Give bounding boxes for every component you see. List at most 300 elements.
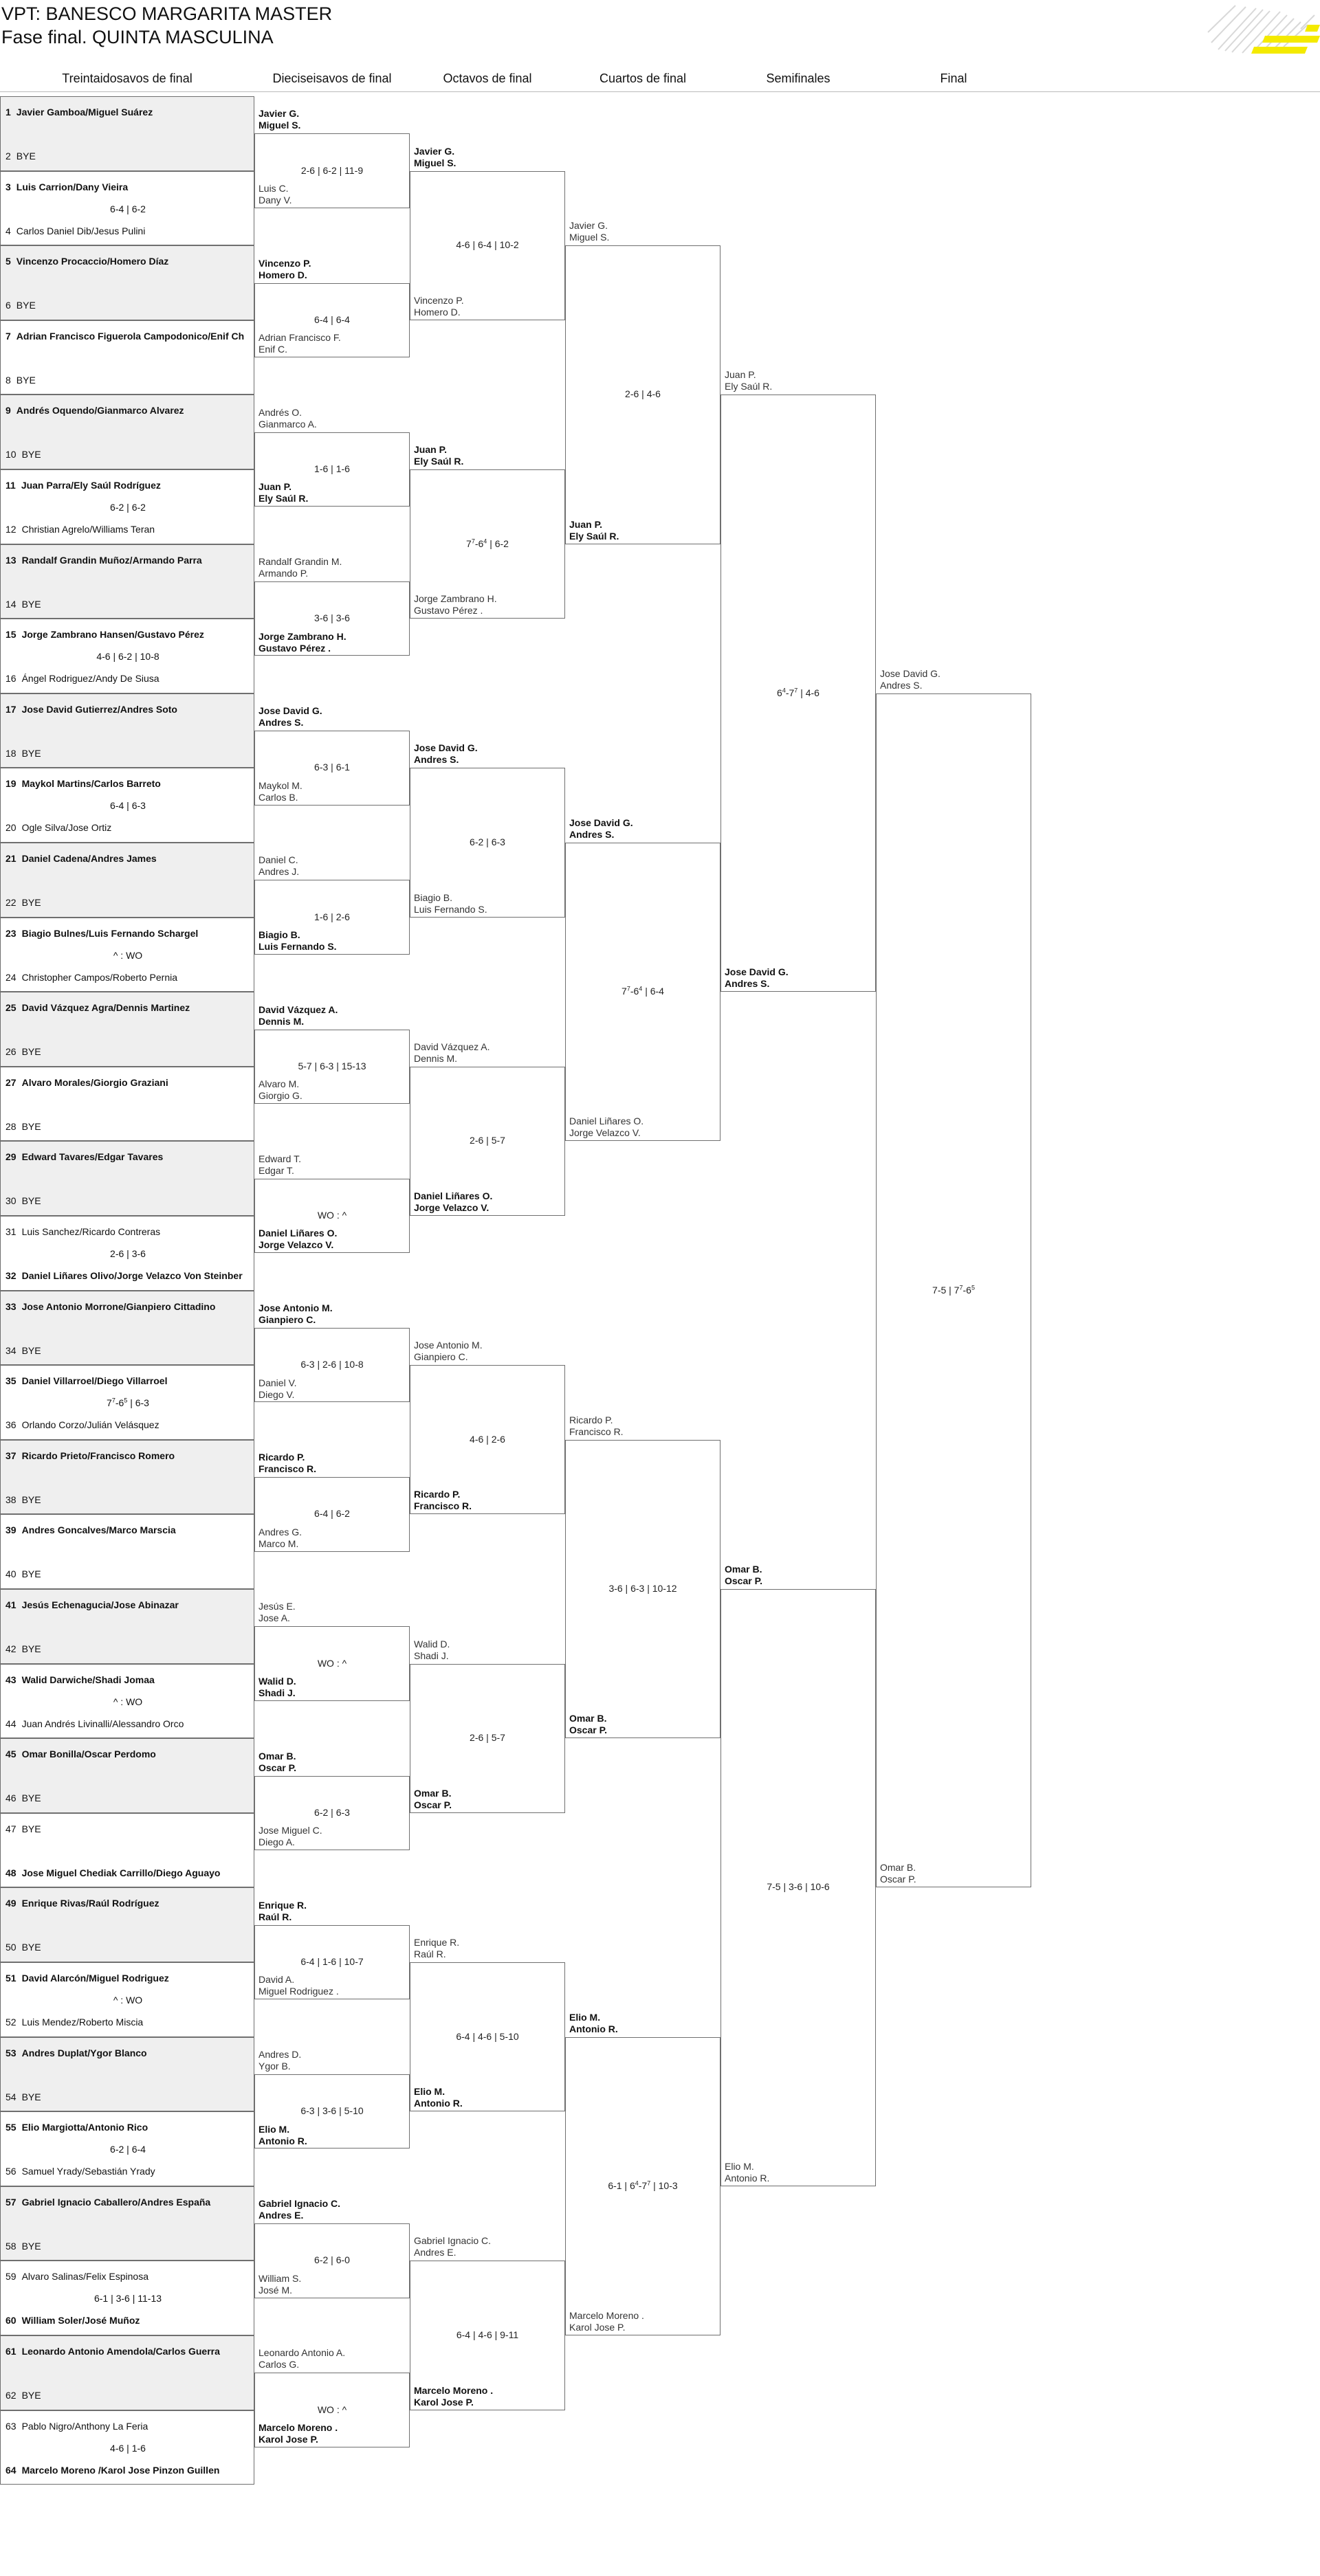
player-1: William S. [258, 2272, 302, 2284]
team-top-name[interactable] [258, 854, 299, 878]
match-score: 6-4 | 6-2 [110, 203, 146, 214]
player-2: Ely Saúl R. [725, 381, 773, 392]
team-name: BYE [21, 1046, 41, 1058]
player-1: Daniel C. [258, 854, 298, 866]
seed-number: 54 [6, 2091, 16, 2102]
match-score: 7-5 | 3-6 | 10-6 [767, 1881, 830, 1893]
team-bottom-name[interactable] [258, 481, 308, 504]
team-name: Ángel Rodriguez/Andy De Siusa [21, 673, 160, 685]
team-top-name[interactable] [258, 1751, 296, 1774]
seed-number: 48 [6, 1867, 16, 1878]
seed-number: 53 [6, 2047, 16, 2058]
team-name: Christian Agrelo/Williams Teran [21, 524, 155, 535]
team-name: BYE [21, 1568, 41, 1580]
team-bottom-name[interactable] [258, 2124, 307, 2147]
team-top-name[interactable] [414, 444, 463, 467]
team-bottom-name[interactable] [258, 1228, 337, 1251]
team-bottom-name[interactable] [258, 332, 341, 355]
match-score: 6-4 | 1-6 | 10-7 [300, 1956, 364, 1967]
player-1: Enrique R. [414, 1937, 460, 1948]
seed-number: 22 [6, 897, 16, 908]
team-bottom-name[interactable] [725, 2161, 769, 2184]
team-top-name[interactable] [414, 1937, 459, 1960]
seed-number: 15 [6, 629, 16, 641]
match-score: 7-5 | $7^7-6^5$ [932, 1283, 975, 1296]
player-2: Ely Saúl R. [258, 493, 309, 504]
team-top-name[interactable] [258, 1004, 338, 1028]
team-top-name[interactable] [258, 705, 322, 729]
team-name: BYE [21, 2390, 41, 2401]
player-1: Juan P. [725, 369, 756, 381]
match-score: 2-6 | 5-7 [470, 1135, 505, 1146]
team-top-name[interactable] [258, 108, 300, 131]
player-1: Juan P. [258, 481, 292, 493]
player-1: Jose Miguel C. [258, 1825, 322, 1836]
team-top-name[interactable] [414, 1041, 490, 1065]
team-top-name[interactable] [258, 407, 317, 430]
player-2: Francisco R. [258, 1463, 317, 1475]
team-name: Ricardo Prieto/Francisco Romero [21, 1450, 175, 1461]
team-name: Orlando Corzo/Julián Velásquez [21, 1419, 160, 1431]
seed-number: 2 [6, 151, 11, 162]
match-score: 2-6 | 6-2 | 11-9 [300, 164, 364, 176]
team-name: William Soler/José Muñoz [21, 2315, 140, 2327]
team-bottom-name[interactable] [414, 892, 487, 915]
team-name: BYE [21, 1942, 41, 1953]
column-header-quarterfinals: Cuartos de final [599, 71, 687, 85]
player-1: Maykol M. [258, 779, 302, 791]
player-2: Enif C. [258, 344, 288, 355]
match-score: $6^4-7^7$ | 4-6 [777, 687, 820, 698]
player-2: Dany V. [258, 194, 292, 206]
player-2: Ely Saúl R. [569, 530, 619, 542]
match-score: 1-6 | 1-6 [314, 463, 350, 474]
team-name: Andres Goncalves/Marco Marscia [21, 1524, 176, 1536]
team-bottom-name[interactable] [258, 929, 337, 953]
team-bottom-name[interactable] [258, 631, 346, 654]
player-2: Marco M. [258, 1537, 299, 1549]
match-score: 6-3 | 3-6 | 5-10 [300, 2105, 364, 2117]
player-2: Shadi J. [258, 1687, 296, 1698]
team-name: BYE [16, 151, 36, 162]
team-bottom-name[interactable] [258, 2422, 338, 2445]
team-name: Marcelo Moreno /Karol Jose Pinzon Guillen [21, 2464, 220, 2476]
match-score: $7^7-6^5$ | 6-3 [107, 1397, 149, 1409]
team-top-name[interactable] [569, 2012, 618, 2035]
seed-number: 40 [6, 1568, 16, 1580]
team-name: Edward Tavares/Edgar Tavares [21, 1151, 164, 1163]
player-2: Andres E. [258, 2210, 304, 2221]
team-top-name[interactable] [258, 2347, 345, 2370]
team-bottom-name[interactable] [414, 1788, 452, 1811]
seed-number: 57 [6, 2196, 16, 2208]
seed-number: 32 [6, 1270, 16, 1281]
seed-number: 30 [6, 1195, 16, 1207]
team-name: Luis Mendez/Roberto Miscia [21, 2017, 144, 2028]
player-1: Juan P. [414, 444, 447, 455]
team-top-name[interactable] [880, 668, 940, 691]
seed-number: 41 [6, 1599, 16, 1610]
seed-number: 1 [6, 107, 11, 118]
match-score: 2-6 | 4-6 [625, 388, 661, 400]
match-score: 4-6 | 6-4 | 10-2 [456, 239, 519, 251]
seed-number: 9 [6, 405, 11, 417]
seed-number: 16 [6, 673, 16, 685]
seed-number: 19 [6, 778, 16, 790]
seed-number: 23 [6, 927, 16, 939]
seed-number: 3 [6, 181, 11, 192]
match-score: 3-6 | 3-6 [314, 612, 350, 624]
seed-number: 38 [6, 1494, 16, 1505]
player-2: Miguel Rodriguez . [258, 1986, 339, 1997]
seed-number: 39 [6, 1524, 16, 1536]
team-bottom-name[interactable] [414, 295, 464, 318]
player-2: Homero D. [258, 269, 307, 280]
page-subtitle: Fase final. QUINTA MASCULINA [1, 27, 274, 47]
player-2: Jorge Velazco V. [569, 1127, 641, 1139]
seed-number: 18 [6, 747, 16, 759]
team-name: BYE [21, 897, 41, 908]
team-top-name[interactable] [258, 2049, 301, 2072]
team-bottom-name[interactable] [414, 593, 497, 617]
player-2: Andres S. [569, 829, 615, 840]
match-score: WO : ^ [317, 1210, 347, 1221]
team-bottom-name[interactable] [414, 1190, 492, 1214]
player-1: Andres G. [258, 1526, 302, 1537]
player-1: Jorge Zambrano H. [414, 593, 497, 605]
player-2: Ygor B. [258, 2060, 291, 2072]
player-1: Daniel V. [258, 1377, 297, 1388]
player-1: Daniel Liñares O. [258, 1228, 338, 1239]
player-1: Jose Antonio M. [414, 1340, 483, 1351]
player-2: Carlos B. [258, 791, 298, 803]
player-2: Karol Jose P. [258, 2433, 318, 2445]
team-top-name[interactable] [414, 742, 478, 766]
team-name: Daniel Villarroel/Diego Villarroel [21, 1375, 168, 1387]
player-2: Shadi J. [414, 1650, 449, 1661]
match-score: 6-1 | 3-6 | 11-13 [94, 2293, 162, 2305]
match-score: 3-6 | 6-3 | 10-12 [608, 1583, 677, 1594]
team-name: BYE [16, 300, 36, 311]
team-name: Jesús Echenagucia/Jose Abinazar [21, 1599, 179, 1610]
team-name: Randalf Grandin Muñoz/Armando Parra [21, 554, 202, 566]
match-score: ^ : WO [113, 1995, 143, 2006]
match-score: 6-3 | 2-6 | 10-8 [300, 1359, 364, 1370]
player-2: Dennis M. [414, 1052, 458, 1064]
player-2: Raúl R. [414, 1948, 446, 1959]
player-2: Antonio R. [258, 2135, 307, 2146]
match-score: 4-6 | 6-2 | 10-8 [96, 651, 160, 663]
seed-number: 8 [6, 374, 11, 386]
seed-number: 58 [6, 2240, 16, 2252]
team-name: BYE [21, 449, 41, 460]
seed-number: 4 [6, 225, 11, 236]
seed-number: 12 [6, 524, 16, 535]
player-2: Luis Fernando S. [414, 903, 487, 915]
team-bottom-name[interactable] [258, 183, 292, 206]
team-name: BYE [21, 1195, 41, 1207]
player-1: Omar B. [880, 1862, 916, 1874]
player-2: Karol Jose P. [414, 2396, 474, 2408]
team-name: Daniel Liñares Olivo/Jorge Velazco Von Steinber [21, 1270, 243, 1281]
player-1: Vincenzo P. [414, 294, 464, 306]
team-top-name[interactable] [258, 1153, 301, 1177]
match-score: $7^7-6^4$ | 6-4 [622, 985, 664, 997]
player-1: Jorge Zambrano H. [258, 630, 346, 642]
player-2: Andres J. [258, 866, 300, 878]
team-name: Vincenzo Procaccio/Homero Díaz [16, 256, 169, 267]
team-top-name[interactable] [569, 817, 633, 841]
player-2: Karol Jose P. [569, 2322, 626, 2333]
match-score: 4-6 | 2-6 [470, 1433, 505, 1445]
team-name: Andrés Oquendo/Gianmarco Alvarez [16, 405, 184, 417]
player-2: Giorgio G. [258, 1090, 302, 1102]
player-1: Andres D. [258, 2048, 302, 2060]
team-name: Andres Duplat/Ygor Blanco [21, 2047, 147, 2058]
match-score: 6-2 | 6-3 [314, 1806, 350, 1818]
team-top-name[interactable] [569, 1414, 624, 1438]
player-2: Jorge Velazco V. [258, 1239, 334, 1251]
player-1: Omar B. [258, 1750, 296, 1762]
team-bottom-name[interactable] [258, 1825, 322, 1848]
team-bottom-name[interactable] [258, 1377, 297, 1401]
player-1: Omar B. [725, 1564, 762, 1575]
match-score: ^ : WO [113, 1696, 143, 1707]
team-name: Biagio Bulnes/Luis Fernando Schargel [21, 927, 199, 939]
seed-number: 10 [6, 449, 16, 460]
player-2: Jose A. [258, 1612, 290, 1624]
player-1: Elio M. [569, 2011, 601, 2023]
player-1: Elio M. [258, 2123, 290, 2135]
seed-number: 31 [6, 1226, 16, 1237]
team-name: Pablo Nigro/Anthony La Feria [21, 2420, 148, 2432]
team-name: Christopher Campos/Roberto Pernia [21, 971, 178, 983]
seed-number: 56 [6, 2166, 16, 2177]
team-name: Gabriel Ignacio Caballero/Andres España [21, 2196, 211, 2208]
team-name: Walid Darwiche/Shadi Jomaa [21, 1674, 155, 1685]
team-name: BYE [21, 1643, 41, 1654]
player-2: Oscar P. [258, 1762, 297, 1773]
player-2: Andres S. [880, 679, 923, 691]
player-2: Oscar P. [725, 1575, 763, 1586]
team-name: Samuel Yrady/Sebastián Yrady [21, 2166, 155, 2177]
player-2: Edgar T. [258, 1164, 294, 1176]
player-2: Gianpiero C. [414, 1351, 468, 1363]
team-top-name[interactable] [569, 220, 609, 243]
team-bottom-name[interactable] [258, 2273, 301, 2296]
team-bottom-name[interactable] [258, 780, 302, 803]
team-top-name[interactable] [258, 1601, 296, 1624]
player-2: Gustavo Pérez . [414, 605, 483, 617]
team-name: BYE [21, 2091, 41, 2102]
seed-number: 5 [6, 256, 11, 267]
match-score: 6-4 | 4-6 | 5-10 [456, 2030, 519, 2042]
team-name: Javier Gamboa/Miguel Suárez [16, 107, 153, 118]
seed-number: 45 [6, 1748, 16, 1760]
seed-number: 7 [6, 330, 11, 342]
team-bottom-name[interactable] [569, 1713, 607, 1736]
player-1: Gabriel Ignacio C. [414, 2235, 492, 2247]
team-name: Daniel Cadena/Andres James [21, 853, 157, 864]
seed-number: 46 [6, 1792, 16, 1804]
player-2: Miguel S. [569, 232, 610, 243]
match-score: WO : ^ [317, 1657, 347, 1669]
player-2: Diego V. [258, 1388, 295, 1400]
player-1: Elio M. [414, 2086, 446, 2098]
player-1: Elio M. [725, 2160, 754, 2172]
team-name: BYE [21, 1344, 41, 1356]
team-bottom-name[interactable] [414, 2385, 493, 2408]
match-score: ^ : WO [113, 949, 143, 961]
seed-number: 28 [6, 1120, 16, 1132]
team-top-name[interactable] [258, 1452, 316, 1475]
team-top-name[interactable] [725, 369, 772, 392]
match-score: WO : ^ [317, 2403, 347, 2415]
seed-number: 60 [6, 2315, 16, 2327]
seed-number: 26 [6, 1046, 16, 1058]
player-1: Walid D. [414, 1638, 450, 1650]
player-1: David A. [258, 1974, 295, 1986]
team-top-name[interactable] [725, 1564, 762, 1587]
team-top-name[interactable] [258, 258, 311, 281]
match-score: $7^7-6^4$ | 6-2 [466, 537, 509, 549]
match-score: 5-7 | 6-3 | 15-13 [298, 1060, 366, 1072]
team-top-name[interactable] [258, 1302, 333, 1326]
player-2: Antonio R. [569, 2023, 618, 2034]
team-bottom-name[interactable] [569, 1115, 644, 1139]
team-top-name[interactable] [258, 1900, 307, 1923]
player-2: Antonio R. [414, 2098, 463, 2109]
match-score: 6-2 | 6-4 [110, 2144, 146, 2155]
player-1: Alvaro M. [258, 1078, 300, 1090]
player-1: Jose Antonio M. [258, 1302, 333, 1313]
seed-number: 43 [6, 1674, 16, 1685]
seed-number: 50 [6, 1942, 16, 1953]
seed-number: 64 [6, 2464, 16, 2476]
seed-number: 42 [6, 1643, 16, 1654]
team-bottom-name[interactable] [258, 1974, 339, 1997]
team-top-name[interactable] [258, 556, 342, 579]
player-1: David Vázquez A. [414, 1041, 490, 1052]
team-name: David Alarcón/Miguel Rodriguez [21, 1973, 169, 1984]
match-score: 6-2 | 6-0 [314, 2254, 350, 2266]
player-2: Homero D. [414, 306, 461, 318]
player-2: Francisco R. [569, 1425, 624, 1437]
player-2: Gustavo Pérez . [258, 642, 331, 654]
seed-number: 49 [6, 1898, 16, 1909]
player-2: Miguel S. [414, 157, 456, 168]
team-name: Jorge Zambrano Hansen/Gustavo Pérez [21, 629, 204, 641]
player-1: Omar B. [414, 1787, 452, 1799]
seed-number: 6 [6, 300, 11, 311]
team-bottom-name[interactable] [258, 1078, 302, 1102]
player-1: Javier G. [258, 108, 300, 120]
team-name: Leonardo Antonio Amendola/Carlos Guerra [21, 2346, 220, 2357]
player-1: David Vázquez A. [258, 1003, 338, 1015]
seed-number: 21 [6, 853, 16, 864]
team-bottom-name[interactable] [414, 2086, 463, 2109]
player-1: Jose David G. [880, 667, 940, 679]
player-2: Miguel S. [258, 120, 301, 131]
player-1: Javier G. [569, 220, 608, 232]
team-top-name[interactable] [414, 146, 456, 169]
team-name: Luis Sanchez/Ricardo Contreras [21, 1226, 161, 1237]
player-1: Ricardo P. [258, 1452, 305, 1463]
team-name: Omar Bonilla/Oscar Perdomo [21, 1748, 156, 1760]
player-1: Jose David G. [569, 817, 633, 828]
seed-number: 51 [6, 1973, 16, 1984]
team-name: BYE [21, 1494, 41, 1505]
column-header-semifinals: Semifinales [766, 71, 830, 85]
team-name: BYE [21, 1120, 41, 1132]
team-name: Adrian Francisco Figuerola Campodonico/Enif Ch [16, 330, 245, 342]
team-name: Carlos Daniel Dib/Jesus Pulini [16, 225, 146, 236]
team-top-name[interactable] [414, 1639, 450, 1662]
team-bottom-name[interactable] [414, 1489, 472, 1512]
seed-number: 29 [6, 1151, 16, 1163]
team-bottom-name[interactable] [569, 519, 619, 542]
seed-number: 52 [6, 2017, 16, 2028]
seed-number: 55 [6, 2122, 16, 2133]
player-2: Francisco R. [414, 1500, 472, 1512]
team-top-name[interactable] [258, 2198, 340, 2221]
seed-number: 20 [6, 822, 16, 834]
player-2: Oscar P. [880, 1874, 916, 1885]
player-1: Daniel Liñares O. [414, 1190, 493, 1201]
team-name: Juan Andrés Livinalli/Alessandro Orco [21, 1718, 184, 1729]
seed-number: 25 [6, 1002, 16, 1014]
player-1: Jose David G. [725, 966, 789, 978]
seed-number: 13 [6, 554, 16, 566]
seed-number: 61 [6, 2346, 16, 2357]
player-1: Jose David G. [414, 742, 478, 754]
player-1: Omar B. [569, 1713, 607, 1724]
match-score: 6-4 | 6-3 [110, 800, 146, 812]
match-score: 6-4 | 4-6 | 9-11 [456, 2329, 519, 2340]
team-bottom-name[interactable] [569, 2310, 644, 2333]
seed-number: 47 [6, 1823, 16, 1834]
team-name: Ogle Silva/Jose Ortiz [21, 822, 112, 834]
seed-number: 36 [6, 1419, 16, 1431]
team-name: Alvaro Salinas/Felix Espinosa [21, 2271, 148, 2283]
player-1: Vincenzo P. [258, 257, 311, 269]
seed-number: 44 [6, 1718, 16, 1729]
player-2: Jorge Velazco V. [414, 1202, 490, 1213]
team-name: BYE [21, 1823, 41, 1834]
seed-number: 35 [6, 1375, 16, 1387]
player-1: Daniel Liñares O. [569, 1115, 644, 1127]
team-top-name[interactable] [414, 1340, 483, 1363]
team-bottom-name[interactable] [725, 966, 789, 990]
match-score: 6-3 | 6-1 [314, 762, 350, 773]
seed-number: 59 [6, 2271, 16, 2283]
player-2: Andres S. [258, 717, 304, 729]
team-bottom-name[interactable] [880, 1862, 916, 1885]
team-bottom-name[interactable] [258, 1676, 296, 1699]
team-name: BYE [16, 374, 36, 386]
player-1: Biagio B. [258, 929, 300, 940]
player-2: Armando P. [258, 567, 309, 579]
player-2: Luis Fernando S. [258, 940, 337, 952]
match-score: 6-2 | 6-2 [110, 502, 146, 513]
team-name: Elio Margiotta/Antonio Rico [21, 2122, 148, 2133]
team-top-name[interactable] [414, 2235, 491, 2258]
player-2: Gianmarco A. [258, 418, 317, 430]
match-score: 6-4 | 6-2 [314, 1508, 350, 1520]
team-bottom-name[interactable] [258, 1526, 302, 1550]
page-title: VPT: BANESCO MARGARITA MASTER [1, 3, 333, 24]
player-1: Jesús E. [258, 1601, 296, 1612]
